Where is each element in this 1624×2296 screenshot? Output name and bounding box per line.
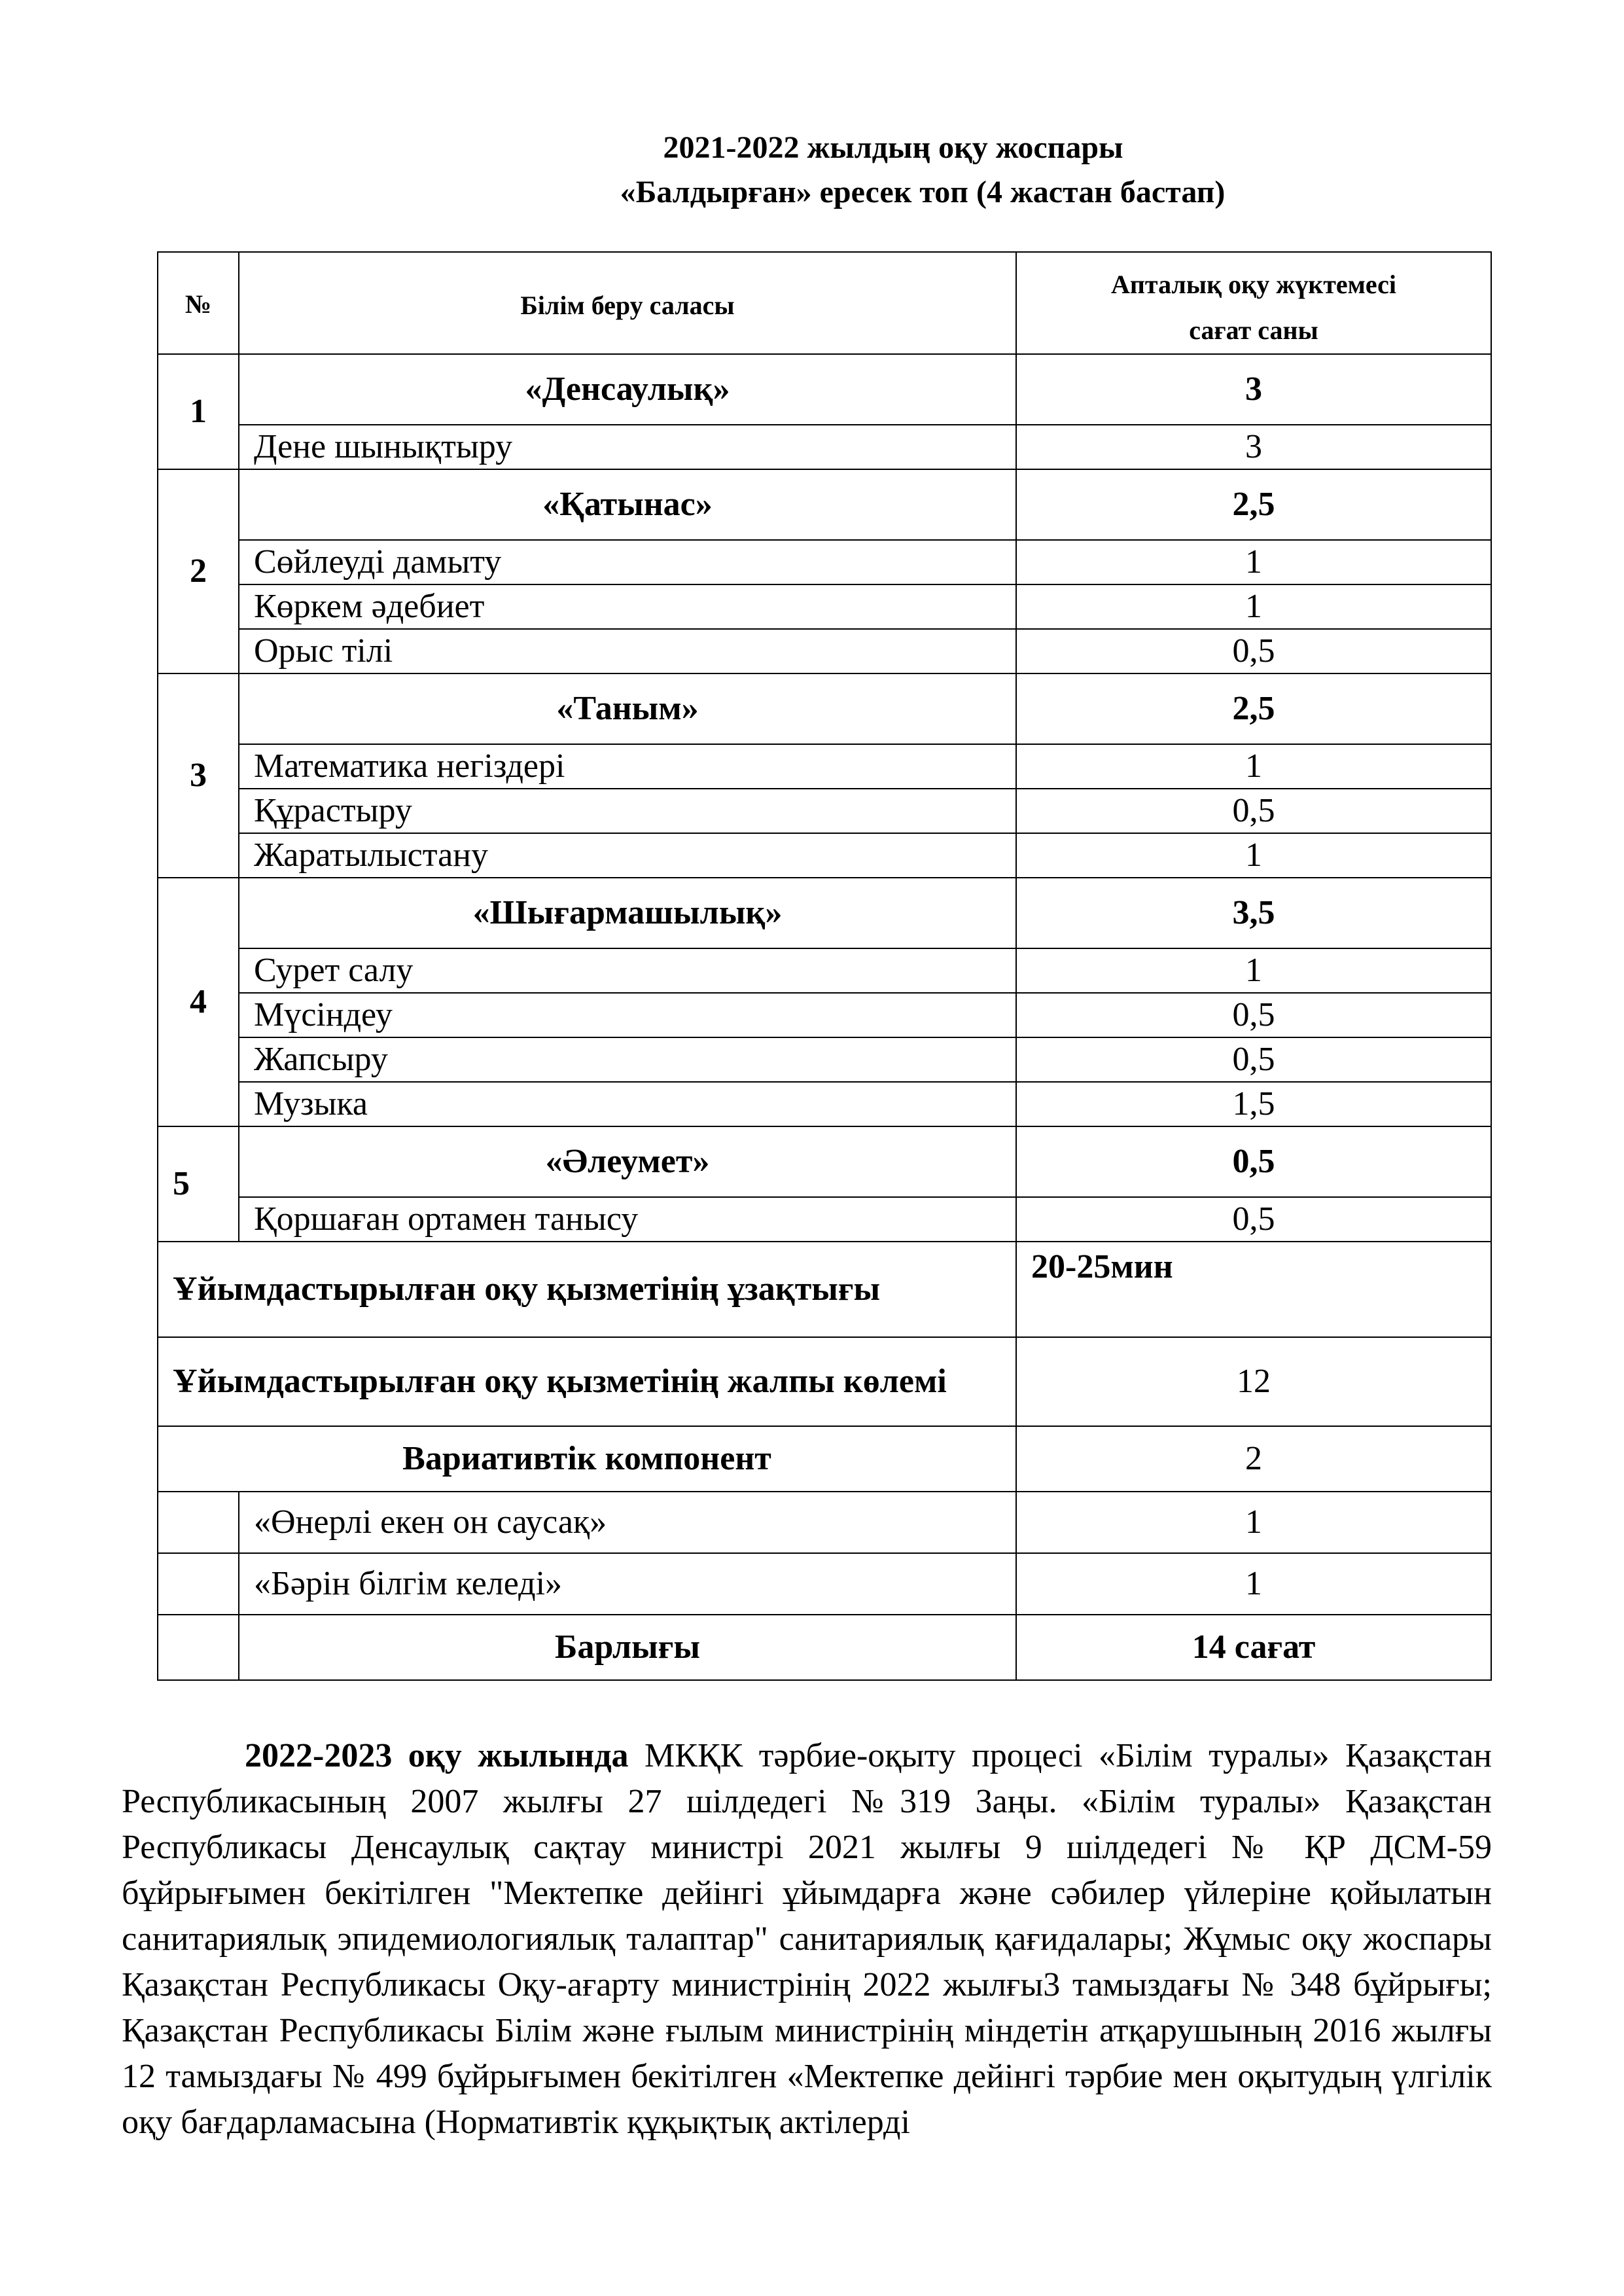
volume-row [158,1337,1491,1426]
area-number: 5 [158,1126,239,1242]
header-load-line1: Апталық оқу жүктемесі [1111,270,1396,299]
area-number: 2 [158,469,239,673]
header-weekly-load [1016,252,1491,354]
body-paragraph [122,1733,1492,2145]
subject-name: Сөйлеуді дамыту [239,540,1016,584]
area-title-row [158,469,1491,540]
curriculum-table [157,251,1492,1681]
paragraph-text: МКҚК тәрбие-оқыту процесі «Білім туралы» Қазақстан Республикасының 2007 жылғы 27 шілдедегі №319 Заңы. «Білім туралы» Қазақстан Республикасы Денсаулық сақтау министрі 2021 жылғы 9 шілдедегі № ҚР ДСМ-59 бұйрығымен бекітілген "Мектепке дейінгі ұйымдарға және сәбилер үйлеріне қойылатын санитариялық эпидемиологиялық талаптар" санитариялық қағидалары; Жұмыс оқу жоспары Қазақстан Республикасы Оқу-ағарту министрінің 2022 жылғы3 тамыздағы № 348 бұйрығы; Қазақстан Республикасы Білім және ғылым министрінің міндетін атқарушының 2016 жылғы 12 тамыздағы № 499 бұйрығымен бекітілген «Мектепке дейінгі тәрбие мен оқытудың үлгілік оқу бағдарламасына (Нормативтік құқықтық актілерді [122,1737,1492,2141]
area-title-row [158,354,1491,425]
variative-label: Вариативтік компонент [158,1426,1016,1492]
area-total-hours: 2,5 [1016,469,1491,540]
empty-cell [158,1615,239,1680]
area-total-hours: 3,5 [1016,878,1491,948]
variative-value: 2 [1016,1426,1491,1492]
area-number: 4 [158,878,239,1126]
header-number: № [158,252,239,354]
area-number: 3 [158,673,239,878]
subject-row [158,425,1491,469]
total-row [158,1615,1491,1680]
duration-label: Ұйымдастырылған оқу қызметінің ұзақтығы [158,1242,1016,1337]
empty-cell [158,1553,239,1615]
subject-row [158,833,1491,878]
header-load-line2: сағат саны [1189,315,1318,345]
subject-row [158,948,1491,993]
total-label: Барлығы [239,1615,1016,1680]
subject-name: Құрастыру [239,789,1016,833]
area-title-row [158,878,1491,948]
area-total-hours: 0,5 [1016,1126,1491,1197]
subject-row [158,629,1491,673]
header-area: Білім беру саласы [239,252,1016,354]
table-header-row [158,252,1491,354]
volume-value: 12 [1016,1337,1491,1426]
subject-row [158,584,1491,629]
variative-item-name: «Бәрін білгім келеді» [239,1553,1016,1615]
area-number: 1 [158,354,239,469]
subject-name: Дене шынықтыру [239,425,1016,469]
area-title: «Денсаулық» [239,354,1016,425]
subject-hours: 0,5 [1016,1037,1491,1082]
variative-item-hours: 1 [1016,1492,1491,1553]
variative-item-name: «Өнерлі екен он саусақ» [239,1492,1016,1553]
variative-item-hours: 1 [1016,1553,1491,1615]
subject-row [158,744,1491,789]
subject-hours: 1 [1016,584,1491,629]
duration-value: 20-25мин [1016,1242,1491,1337]
subject-name: Орыс тілі [239,629,1016,673]
total-value: 14 сағат [1016,1615,1491,1680]
subject-hours: 0,5 [1016,789,1491,833]
subject-row [158,993,1491,1037]
plan-title: 2021-2022 жылдың оқу жоспары [663,130,1123,165]
subject-hours: 1 [1016,833,1491,878]
subject-hours: 1 [1016,948,1491,993]
area-title: «Таным» [239,673,1016,744]
subject-name: Музыка [239,1082,1016,1126]
subject-name: Қоршаған ортамен танысу [239,1197,1016,1242]
subject-hours: 3 [1016,425,1491,469]
subject-hours: 0,5 [1016,993,1491,1037]
area-total-hours: 3 [1016,354,1491,425]
area-title: «Қатынас» [239,469,1016,540]
subject-hours: 1,5 [1016,1082,1491,1126]
subject-name: Математика негіздері [239,744,1016,789]
area-title-row [158,673,1491,744]
subject-hours: 0,5 [1016,1197,1491,1242]
subject-row [158,1037,1491,1082]
subject-name: Көркем әдебиет [239,584,1016,629]
variative-item-row [158,1553,1491,1615]
group-subtitle: «Балдырған» ересек топ (4 жастан бастап) [620,175,1226,209]
subject-row [158,1197,1491,1242]
variative-row [158,1426,1491,1492]
subject-row [158,540,1491,584]
subject-name: Мүсіндеу [239,993,1016,1037]
subject-hours: 1 [1016,744,1491,789]
area-title: «Шығармашылық» [239,878,1016,948]
paragraph-lead: 2022-2023 оқу жылында [245,1737,629,1774]
subject-row [158,789,1491,833]
subject-row [158,1082,1491,1126]
subject-hours: 1 [1016,540,1491,584]
area-title-row [158,1126,1491,1197]
subject-name: Сурет салу [239,948,1016,993]
volume-label: Ұйымдастырылған оқу қызметінің жалпы көлемі [158,1337,1016,1426]
area-title: «Әлеумет» [239,1126,1016,1197]
area-total-hours: 2,5 [1016,673,1491,744]
subject-hours: 0,5 [1016,629,1491,673]
subject-name: Жаратылыстану [239,833,1016,878]
variative-item-row [158,1492,1491,1553]
empty-cell [158,1492,239,1553]
subject-name: Жапсыру [239,1037,1016,1082]
duration-row [158,1242,1491,1337]
